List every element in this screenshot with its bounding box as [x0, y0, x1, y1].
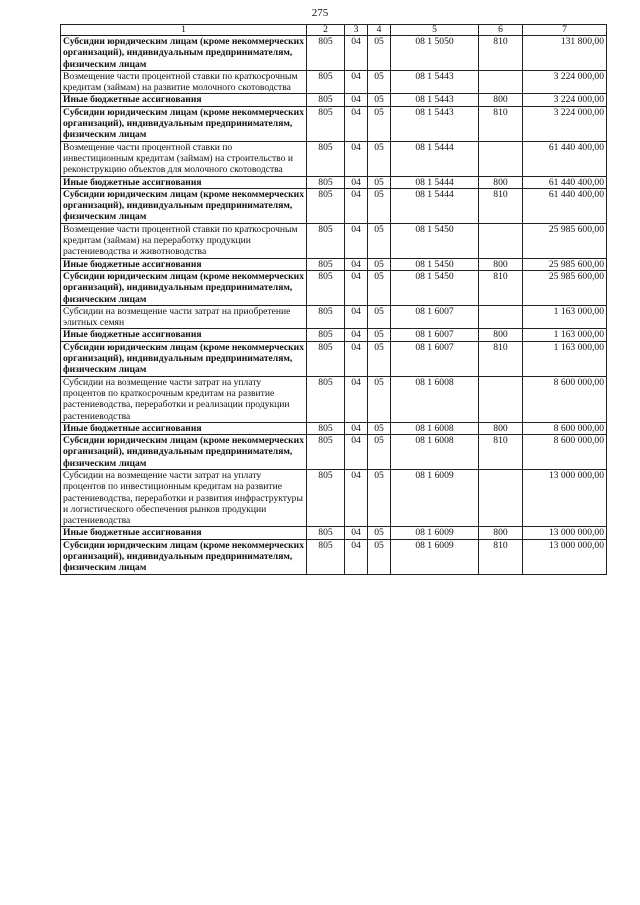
table-row — [61, 469, 607, 526]
cell-subsection: 05 — [368, 106, 391, 141]
cell-target-article: 08 1 6007 — [391, 341, 479, 376]
cell-admin-code: 805 — [307, 469, 345, 526]
column-header-5: 5 — [391, 25, 479, 36]
cell-subsection: 05 — [368, 329, 391, 341]
cell-admin-code: 805 — [307, 435, 345, 470]
cell-target-article: 08 1 6008 — [391, 435, 479, 470]
cell-section: 04 — [345, 539, 368, 574]
cell-section: 04 — [345, 258, 368, 270]
cell-expense-type — [479, 70, 523, 94]
cell-subsection: 05 — [368, 94, 391, 106]
cell-section: 04 — [345, 106, 368, 141]
table-row — [61, 435, 607, 470]
cell-subsection: 05 — [368, 341, 391, 376]
cell-expense-type: 810 — [479, 341, 523, 376]
cell-amount: 3 224 000,00 — [523, 94, 607, 106]
cell-target-article: 08 1 5450 — [391, 223, 479, 258]
table-body — [61, 36, 607, 575]
cell-amount: 3 224 000,00 — [523, 106, 607, 141]
cell-amount: 131 800,00 — [523, 36, 607, 71]
cell-target-article: 08 1 5443 — [391, 106, 479, 141]
cell-section: 04 — [345, 341, 368, 376]
cell-admin-code: 805 — [307, 270, 345, 305]
row-name: Иные бюджетные ассигнования — [61, 329, 307, 341]
cell-expense-type: 800 — [479, 329, 523, 341]
cell-subsection: 05 — [368, 376, 391, 422]
cell-amount: 13 000 000,00 — [523, 469, 607, 526]
cell-target-article: 08 1 6009 — [391, 469, 479, 526]
cell-amount: 61 440 400,00 — [523, 141, 607, 176]
cell-expense-type: 800 — [479, 422, 523, 434]
table-row — [61, 141, 607, 176]
cell-target-article: 08 1 5450 — [391, 258, 479, 270]
cell-expense-type — [479, 376, 523, 422]
cell-subsection: 05 — [368, 188, 391, 223]
cell-amount: 13 000 000,00 — [523, 527, 607, 539]
cell-amount: 1 163 000,00 — [523, 305, 607, 329]
cell-admin-code: 805 — [307, 258, 345, 270]
cell-expense-type — [479, 305, 523, 329]
cell-section: 04 — [345, 223, 368, 258]
row-name: Иные бюджетные ассигнования — [61, 422, 307, 434]
row-name: Возмещение части процентной ставки по краткосрочным кредитам (займам) на развитие молочного скотоводства — [61, 70, 307, 94]
cell-expense-type: 810 — [479, 188, 523, 223]
row-name: Иные бюджетные ассигнования — [61, 176, 307, 188]
cell-subsection: 05 — [368, 305, 391, 329]
cell-section: 04 — [345, 176, 368, 188]
cell-admin-code: 805 — [307, 188, 345, 223]
cell-expense-type — [479, 141, 523, 176]
cell-section: 04 — [345, 435, 368, 470]
cell-subsection: 05 — [368, 70, 391, 94]
cell-amount: 25 985 600,00 — [523, 270, 607, 305]
row-name: Субсидии юридическим лицам (кроме некоммерческих организаций), индивидуальным предпринимателям, физическим лицам — [61, 539, 307, 574]
cell-target-article: 08 1 5050 — [391, 36, 479, 71]
cell-section: 04 — [345, 469, 368, 526]
table-row — [61, 258, 607, 270]
cell-admin-code: 805 — [307, 341, 345, 376]
row-name: Иные бюджетные ассигнования — [61, 94, 307, 106]
cell-target-article: 08 1 5444 — [391, 141, 479, 176]
cell-subsection: 05 — [368, 258, 391, 270]
table-row — [61, 36, 607, 71]
cell-amount: 1 163 000,00 — [523, 329, 607, 341]
cell-admin-code: 805 — [307, 176, 345, 188]
row-name: Субсидии юридическим лицам (кроме некоммерческих организаций), индивидуальным предпринимателям, физическим лицам — [61, 435, 307, 470]
row-name: Субсидии на возмещение части затрат на уплату процентов по инвестиционным кредитам на развитие растениеводства, переработки и развития инфраструктуры и логистического обеспечения рынков продукции растениеводства — [61, 469, 307, 526]
cell-admin-code: 805 — [307, 539, 345, 574]
cell-subsection: 05 — [368, 527, 391, 539]
cell-admin-code: 805 — [307, 527, 345, 539]
cell-section: 04 — [345, 305, 368, 329]
cell-target-article: 08 1 6008 — [391, 376, 479, 422]
cell-target-article: 08 1 6009 — [391, 539, 479, 574]
column-header-3: 3 — [345, 25, 368, 36]
cell-expense-type: 810 — [479, 36, 523, 71]
page-number: 275 — [311, 7, 329, 19]
cell-target-article: 08 1 5444 — [391, 176, 479, 188]
table-row — [61, 106, 607, 141]
table-row — [61, 176, 607, 188]
row-name: Иные бюджетные ассигнования — [61, 527, 307, 539]
cell-subsection: 05 — [368, 270, 391, 305]
cell-expense-type: 810 — [479, 539, 523, 574]
cell-amount: 25 985 600,00 — [523, 223, 607, 258]
cell-admin-code: 805 — [307, 94, 345, 106]
row-name: Субсидии юридическим лицам (кроме некоммерческих организаций), индивидуальным предпринимателям, физическим лицам — [61, 36, 307, 71]
cell-target-article: 08 1 5443 — [391, 70, 479, 94]
cell-target-article: 08 1 6007 — [391, 329, 479, 341]
table-row — [61, 422, 607, 434]
table-row — [61, 188, 607, 223]
column-header-7: 7 — [523, 25, 607, 36]
cell-section: 04 — [345, 36, 368, 71]
cell-expense-type: 800 — [479, 176, 523, 188]
cell-expense-type: 810 — [479, 106, 523, 141]
table-row — [61, 223, 607, 258]
cell-target-article: 08 1 6009 — [391, 527, 479, 539]
cell-section: 04 — [345, 70, 368, 94]
cell-admin-code: 805 — [307, 305, 345, 329]
cell-expense-type — [479, 223, 523, 258]
column-header-6: 6 — [479, 25, 523, 36]
cell-amount: 8 600 000,00 — [523, 422, 607, 434]
cell-admin-code: 805 — [307, 106, 345, 141]
row-name: Субсидии юридическим лицам (кроме некоммерческих организаций), индивидуальным предпринимателям, физическим лицам — [61, 341, 307, 376]
cell-subsection: 05 — [368, 435, 391, 470]
column-header-4: 4 — [368, 25, 391, 36]
cell-section: 04 — [345, 270, 368, 305]
table-row — [61, 305, 607, 329]
cell-admin-code: 805 — [307, 329, 345, 341]
row-name: Возмещение части процентной ставки по краткосрочным кредитам (займам) на переработку продукции растениеводства и животноводства — [61, 223, 307, 258]
table-row — [61, 270, 607, 305]
cell-section: 04 — [345, 94, 368, 106]
cell-expense-type: 810 — [479, 435, 523, 470]
cell-admin-code: 805 — [307, 141, 345, 176]
table-header-row — [61, 25, 607, 36]
cell-amount: 1 163 000,00 — [523, 341, 607, 376]
cell-amount: 8 600 000,00 — [523, 435, 607, 470]
cell-admin-code: 805 — [307, 36, 345, 71]
cell-expense-type: 810 — [479, 270, 523, 305]
row-name: Субсидии юридическим лицам (кроме некоммерческих организаций), индивидуальным предпринимателям, физическим лицам — [61, 106, 307, 141]
row-name: Субсидии на возмещение части затрат на уплату процентов по краткосрочным кредитам на развитие растениеводства, переработки и реализации продукции растениеводства — [61, 376, 307, 422]
cell-expense-type — [479, 469, 523, 526]
cell-admin-code: 805 — [307, 223, 345, 258]
row-name: Субсидии юридическим лицам (кроме некоммерческих организаций), индивидуальным предпринимателям, физическим лицам — [61, 270, 307, 305]
column-header-2: 2 — [307, 25, 345, 36]
cell-section: 04 — [345, 188, 368, 223]
cell-target-article: 08 1 6007 — [391, 305, 479, 329]
cell-section: 04 — [345, 141, 368, 176]
cell-subsection: 05 — [368, 176, 391, 188]
cell-target-article: 08 1 5443 — [391, 94, 479, 106]
budget-table — [60, 24, 607, 575]
table-row — [61, 329, 607, 341]
cell-subsection: 05 — [368, 469, 391, 526]
cell-expense-type: 800 — [479, 258, 523, 270]
cell-amount: 3 224 000,00 — [523, 70, 607, 94]
cell-section: 04 — [345, 329, 368, 341]
cell-target-article: 08 1 6008 — [391, 422, 479, 434]
cell-section: 04 — [345, 376, 368, 422]
cell-subsection: 05 — [368, 539, 391, 574]
cell-subsection: 05 — [368, 36, 391, 71]
row-name: Иные бюджетные ассигнования — [61, 258, 307, 270]
row-name: Субсидии юридическим лицам (кроме некоммерческих организаций), индивидуальным предпринимателям, физическим лицам — [61, 188, 307, 223]
cell-amount: 13 000 000,00 — [523, 539, 607, 574]
cell-expense-type: 800 — [479, 527, 523, 539]
column-header-1: 1 — [61, 25, 307, 36]
row-name: Субсидии на возмещение части затрат на приобретение элитных семян — [61, 305, 307, 329]
cell-admin-code: 805 — [307, 70, 345, 94]
table-row — [61, 94, 607, 106]
table-row — [61, 539, 607, 574]
table-row — [61, 70, 607, 94]
table-row — [61, 341, 607, 376]
cell-amount: 8 600 000,00 — [523, 376, 607, 422]
cell-amount: 61 440 400,00 — [523, 188, 607, 223]
cell-section: 04 — [345, 422, 368, 434]
cell-section: 04 — [345, 527, 368, 539]
cell-amount: 25 985 600,00 — [523, 258, 607, 270]
cell-target-article: 08 1 5450 — [391, 270, 479, 305]
table-row — [61, 376, 607, 422]
cell-expense-type: 800 — [479, 94, 523, 106]
cell-amount: 61 440 400,00 — [523, 176, 607, 188]
cell-subsection: 05 — [368, 223, 391, 258]
cell-subsection: 05 — [368, 141, 391, 176]
table-row — [61, 527, 607, 539]
cell-subsection: 05 — [368, 422, 391, 434]
cell-admin-code: 805 — [307, 422, 345, 434]
row-name: Возмещение части процентной ставки по инвестиционным кредитам (займам) на строительство и реконструкцию объектов для молочного скотоводства — [61, 141, 307, 176]
cell-admin-code: 805 — [307, 376, 345, 422]
cell-target-article: 08 1 5444 — [391, 188, 479, 223]
